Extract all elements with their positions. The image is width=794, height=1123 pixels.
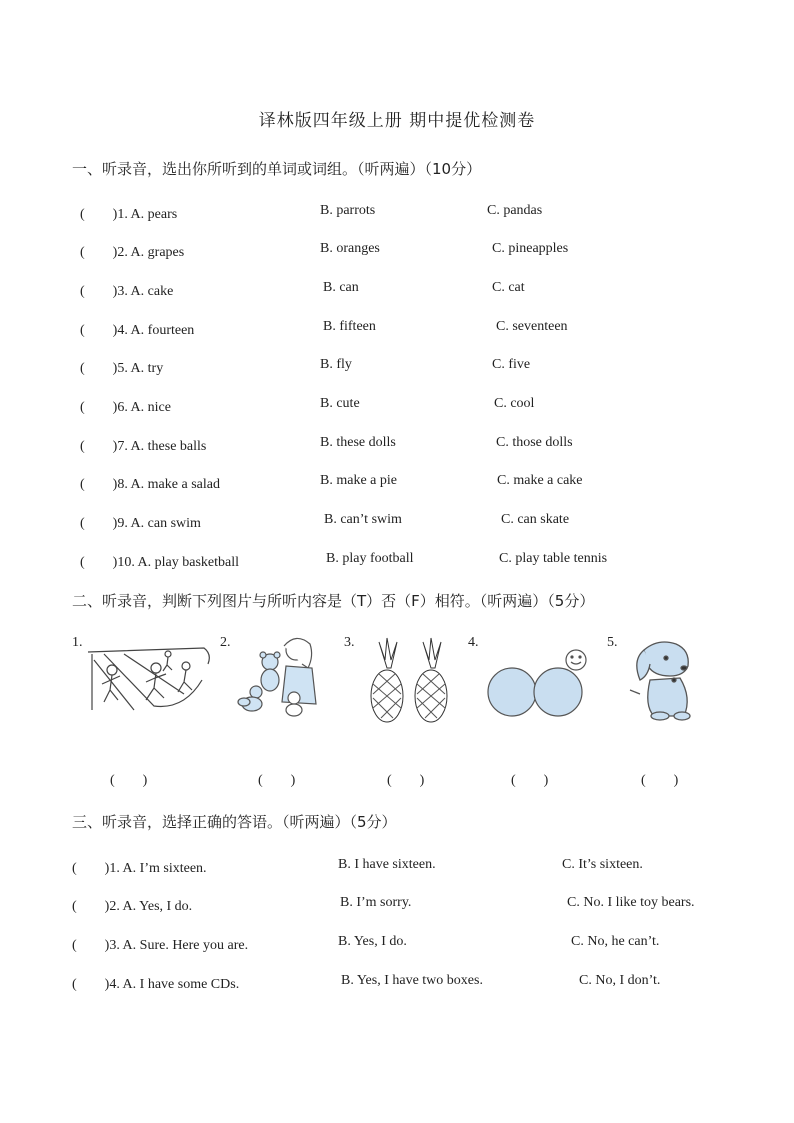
- p1-q5: ( )5. A. try: [80, 361, 164, 376]
- p3-q2-c: C. No. I like toy bears.: [567, 895, 695, 910]
- p1-q6-c: C. cool: [494, 396, 535, 411]
- p3-q1-b: B. I have sixteen.: [338, 857, 436, 872]
- answer-paren-2[interactable]: ( ): [258, 773, 296, 788]
- page-title: 译林版四年级上册 期中提优检测卷: [258, 111, 536, 131]
- p3-q2: ( )2. A. Yes, I do.: [72, 899, 193, 914]
- answer-paren-4[interactable]: ( ): [511, 773, 549, 788]
- answer-paren-3[interactable]: ( ): [387, 773, 425, 788]
- p1-q5-c: C. five: [492, 357, 531, 372]
- p3-q1: ( )1. A. I’m sixteen.: [72, 861, 207, 876]
- p1-q7-c: C. those dolls: [496, 435, 573, 450]
- p1-q7-b: B. these dolls: [320, 435, 396, 450]
- p1-q5-b: B. fly: [320, 357, 352, 372]
- p1-q2-b: B. oranges: [320, 241, 380, 256]
- answer-paren-1[interactable]: ( ): [110, 773, 148, 788]
- p3-q4: ( )4. A. I have some CDs.: [72, 977, 240, 992]
- answer-paren-5[interactable]: ( ): [641, 773, 679, 788]
- p1-q7: ( )7. A. these balls: [80, 439, 207, 454]
- p1-q3: ( )3. A. cake: [80, 284, 174, 299]
- p3-q2-b: B. I’m sorry.: [340, 895, 412, 910]
- p3-q3-b: B. Yes, I do.: [338, 934, 407, 949]
- p1-q10-c: C. play table tennis: [499, 551, 608, 566]
- picture-number-2: 2.: [220, 635, 231, 650]
- p1-q3-c: C. cat: [492, 280, 525, 295]
- picture-number-1: 1.: [72, 635, 83, 650]
- p3-q4-c: C. No, I don’t.: [579, 973, 661, 988]
- p1-q10-b: B. play football: [326, 551, 414, 566]
- p1-q9: ( )9. A. can swim: [80, 516, 201, 531]
- picture-number-4: 4.: [468, 635, 479, 650]
- p1-q10: ( )10. A. play basketball: [80, 555, 240, 570]
- picture-number-3: 3.: [344, 635, 355, 650]
- p1-q2: ( )2. A. grapes: [80, 245, 185, 260]
- p1-q6: ( )6. A. nice: [80, 400, 171, 415]
- p1-q4: ( )4. A. fourteen: [80, 323, 195, 338]
- p1-q8-b: B. make a pie: [320, 473, 397, 488]
- section-1-heading: 一、听录音，选出你所听到的单词或词组。（听两遍）（10分）: [72, 160, 482, 178]
- p1-q8: ( )8. A. make a salad: [80, 477, 220, 492]
- p1-q1-c: C. pandas: [487, 203, 543, 218]
- p1-q1-b: B. parrots: [320, 203, 376, 218]
- p3-q3: ( )3. A. Sure. Here you are.: [72, 938, 249, 953]
- p1-q4-c: C. seventeen: [496, 319, 568, 334]
- oranges-icon: [486, 646, 590, 718]
- pineapples-icon: [363, 638, 457, 724]
- p3-q3-c: C. No, he can’t.: [571, 934, 660, 949]
- toy-dog-icon: [626, 636, 698, 724]
- p1-q9-c: C. can skate: [501, 512, 570, 527]
- p1-q9-b: B. can’t swim: [324, 512, 402, 527]
- p3-q4-b: B. Yes, I have two boxes.: [341, 973, 483, 988]
- p1-q4-b: B. fifteen: [323, 319, 376, 334]
- girl-with-teddy-bears-icon: [236, 632, 320, 718]
- section-2-heading: 二、听录音，判断下列图片与所听内容是（T）否（F）相符。（听两遍）（5分）: [72, 592, 595, 610]
- running-race-icon: [84, 640, 214, 720]
- p3-q1-c: C. It’s sixteen.: [562, 857, 643, 872]
- p1-q2-c: C. pineapples: [492, 241, 569, 256]
- section-3-heading: 三、听录音，选择正确的答语。（听两遍）（5分）: [72, 813, 397, 831]
- picture-number-5: 5.: [607, 635, 618, 650]
- p1-q8-c: C. make a cake: [497, 473, 583, 488]
- p1-q1: ( )1. A. pears: [80, 207, 178, 222]
- p1-q6-b: B. cute: [320, 396, 360, 411]
- p1-q3-b: B. can: [323, 280, 359, 295]
